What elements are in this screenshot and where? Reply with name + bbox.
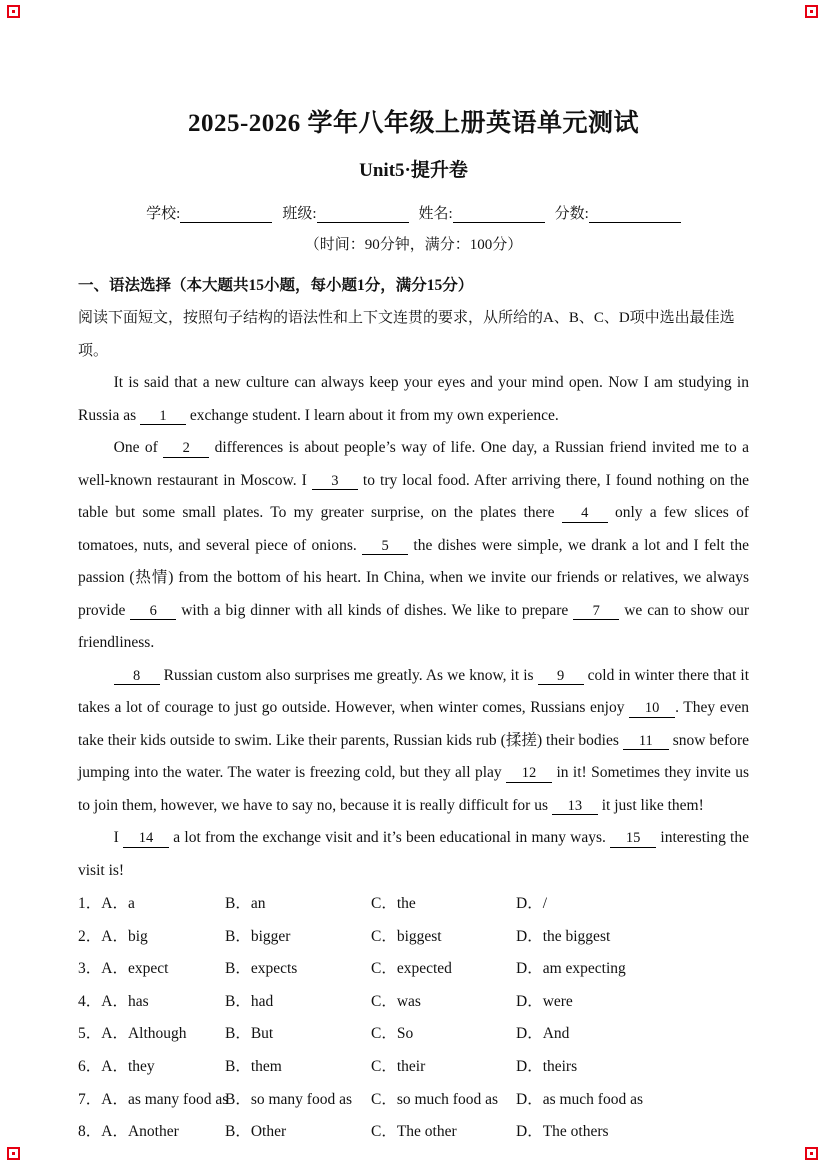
choice-b: B．Other xyxy=(225,1123,287,1141)
passage-paragraph: I 14 a lot from the exchange visit and it’s been educational in many ways. 15 interesting the visit is! xyxy=(78,829,749,879)
page-title: 2025-2026 学年八年级上册英语单元测试 xyxy=(187,110,640,137)
choice-c: C．So xyxy=(371,1025,414,1043)
form-field-label: 班级: xyxy=(282,206,317,222)
question-options-row xyxy=(78,1018,749,1051)
choice-c: C．the xyxy=(371,895,416,912)
numbered-answer-blank: 12 xyxy=(506,765,552,783)
form-field-label: 姓名: xyxy=(418,206,453,222)
numbered-answer-blank: 14 xyxy=(123,830,169,848)
question-options-row xyxy=(78,888,749,921)
numbered-answer-blank: 13 xyxy=(552,798,598,816)
passage xyxy=(78,367,749,887)
choice-c: C．expected xyxy=(371,960,452,978)
choice-b: B．bigger xyxy=(225,927,291,945)
corner-registration-mark xyxy=(7,5,20,18)
choice-c: C．so much food as xyxy=(371,1090,499,1108)
choice-b: B．had xyxy=(225,992,274,1010)
choice-b: B．an xyxy=(225,895,266,912)
page-subtitle: Unit5·提升卷 xyxy=(359,160,468,181)
choice-d: D．/ xyxy=(516,895,548,912)
choice-d: D．am expecting xyxy=(516,960,626,978)
choice-b: B．expects xyxy=(225,960,298,978)
choice-a: 1．A．a xyxy=(78,895,135,912)
choice-c: C．their xyxy=(371,1057,426,1075)
choice-c: C．was xyxy=(371,992,421,1010)
choice-d: D．theirs xyxy=(516,1057,578,1075)
fill-in-line xyxy=(589,208,681,223)
numbered-answer-blank: 2 xyxy=(163,440,209,458)
corner-registration-mark xyxy=(7,1147,20,1160)
choice-d: D．the biggest xyxy=(516,927,611,945)
section-instructions: 阅读下面短文，按照句子结构的语法性和上下文连贯的要求，从所给的A、B、C、D项中选出最佳选项。 xyxy=(78,310,735,359)
question-options-row xyxy=(78,953,749,986)
passage-paragraph: 8 Russian custom also surprises me greatly. As we know, it is 9 cold in winter there that it takes a lot of courage to just go outside. However, when winter comes, Russians enjoy 10 . They even take their kids outside to swim. Like their parents, Russian kids rub (揉搓) their bodies 11 snow before jumping into the water. The water is freezing cold, but they all play 12 in it! Sometimes they invite us to join them, however, we have to say no, because it is really difficult for us 13 it just like them! xyxy=(78,666,750,814)
form-field-label: 学校: xyxy=(146,206,181,222)
choice-a: 2．A．big xyxy=(78,927,148,945)
question-options-row xyxy=(78,1051,749,1084)
choice-d: D．The others xyxy=(516,1123,609,1141)
choice-b: B．so many food as xyxy=(225,1090,353,1108)
fill-in-line xyxy=(180,208,272,223)
numbered-answer-blank: 3 xyxy=(312,473,358,491)
numbered-answer-blank: 1 xyxy=(140,408,186,426)
numbered-answer-blank: 5 xyxy=(362,538,408,556)
choice-a: 3．A．expect xyxy=(78,960,169,978)
choice-b: B．them xyxy=(225,1057,282,1075)
time-score-line: （时间：90分钟，满分：100分） xyxy=(304,237,523,253)
passage-paragraph: It is said that a new culture can always keep your eyes and your mind open. Now I am studying in Russia as 1 exchange student. I learn about it from my own experience. xyxy=(78,374,749,424)
corner-registration-mark xyxy=(805,5,818,18)
numbered-answer-blank: 4 xyxy=(562,505,608,523)
numbered-answer-blank: 7 xyxy=(573,603,619,621)
numbered-answer-blank: 6 xyxy=(130,603,176,621)
question-options-row xyxy=(78,921,749,954)
numbered-answer-blank: 8 xyxy=(114,668,160,686)
choice-d: D．as much food as xyxy=(516,1090,643,1108)
numbered-answer-blank: 15 xyxy=(610,830,656,848)
section-heading: 一、语法选择（本大题共15小题，每小题1分，满分15分） xyxy=(78,277,474,294)
question-options-row xyxy=(78,986,749,1019)
choice-a: 4．A．has xyxy=(78,992,149,1010)
choice-c: C．biggest xyxy=(371,927,442,945)
question-options-row xyxy=(78,1084,749,1117)
form-field-label: 分数: xyxy=(554,206,589,222)
choice-d: D．were xyxy=(516,992,573,1010)
passage-paragraph: One of 2 differences is about people’s way of life. One day, a Russian friend invited me to a well-known restaurant in Moscow. I 3 to try local food. After arriving there, I found nothing on the table but some small plates. To my greater surprise, on the plates there 4 only a few slices of tomatoes, nuts, and several piece of onions. 5 the dishes were simple, we drank a lot and I felt the passion (热情) from the bottom of his heart. In China, when we invite our friends or relatives, we always provide 6 with a big dinner with all kinds of dishes. We like to prepare 7 we can to show our friendliness. xyxy=(78,439,750,651)
exam-body xyxy=(0,270,827,1149)
choice-a: 8．A．Another xyxy=(78,1123,179,1141)
choice-c: C．The other xyxy=(371,1123,457,1141)
numbered-answer-blank: 10 xyxy=(629,700,675,718)
choice-a: 7．A．as many food as xyxy=(78,1090,229,1108)
choice-a: 5．A．Although xyxy=(78,1025,187,1043)
student-info-line xyxy=(0,202,827,223)
numbered-answer-blank: 9 xyxy=(538,668,584,686)
numbered-answer-blank: 11 xyxy=(623,733,669,751)
options-list xyxy=(78,888,749,1149)
corner-registration-mark xyxy=(805,1147,818,1160)
choice-a: 6．A．they xyxy=(78,1057,155,1075)
question-options-row xyxy=(78,1116,749,1149)
fill-in-line xyxy=(317,208,409,223)
fill-in-line xyxy=(453,208,545,223)
choice-b: B．But xyxy=(225,1025,274,1043)
choice-d: D．And xyxy=(516,1025,570,1043)
